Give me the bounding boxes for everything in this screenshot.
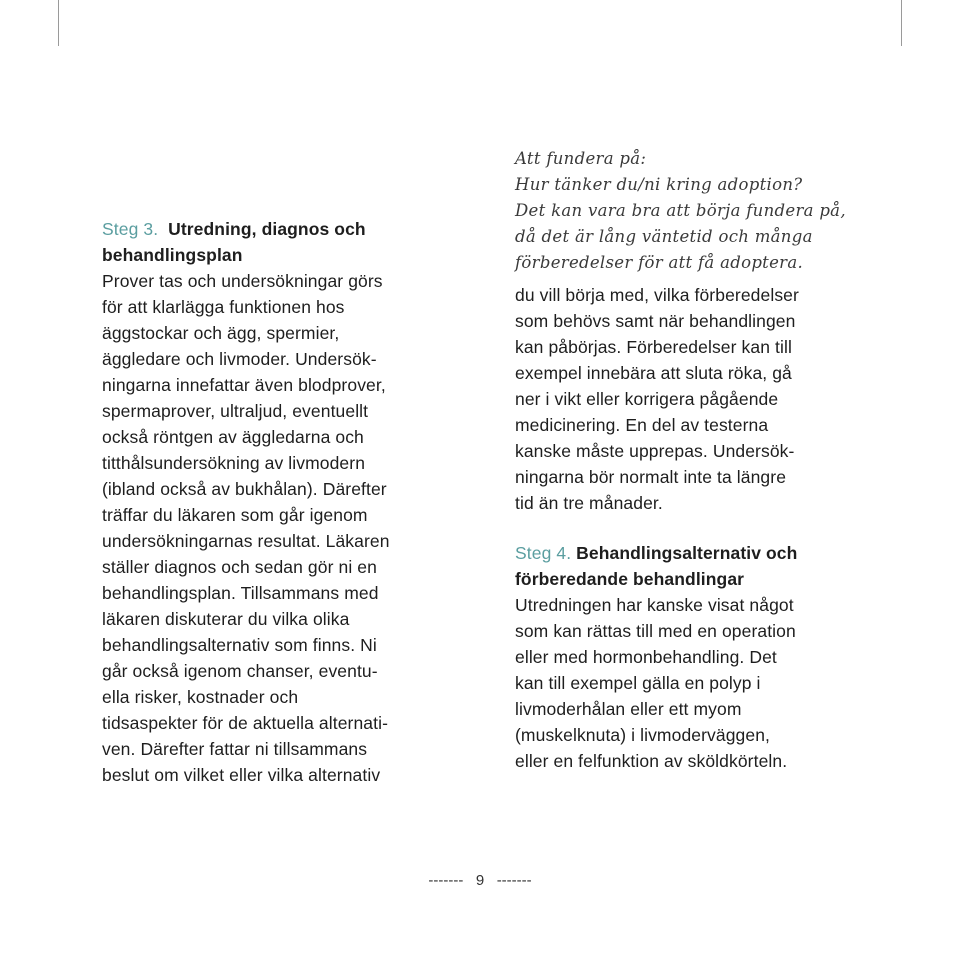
- step-3-title-line-2: behandlingsplan: [102, 245, 243, 265]
- note-line: då det är lång väntetid och många: [515, 227, 813, 246]
- body-line: tidsaspekter för de aktuella alternati-: [102, 713, 388, 733]
- body-line: kanske måste upprepas. Undersök-: [515, 441, 795, 461]
- body-line: undersökningarnas resultat. Läkaren: [102, 531, 390, 551]
- body-line: ella risker, kostnader och: [102, 687, 299, 707]
- body-line: som behövs samt när behandlingen: [515, 311, 796, 331]
- body-line: (ibland också av bukhålan). Därefter: [102, 479, 387, 499]
- step-3-title-line-1: Utredning, diagnos och: [168, 219, 366, 239]
- body-line: tid än tre månader.: [515, 493, 663, 513]
- body-line: kan påbörjas. Förberedelser kan till: [515, 337, 792, 357]
- continuation-text: [515, 282, 915, 516]
- body-line: (muskelknuta) i livmoderväggen,: [515, 725, 771, 745]
- step-3-heading: [102, 216, 502, 242]
- body-line: exempel innebära att sluta röka, gå: [515, 363, 792, 383]
- adoption-note: [515, 146, 915, 276]
- left-column: [102, 216, 502, 788]
- body-line: kan till exempel gälla en polyp i: [515, 673, 761, 693]
- page-footer: [0, 872, 960, 889]
- body-line: läkaren diskuterar du vilka olika: [102, 609, 350, 629]
- note-line: Hur tänker du/ni kring adoption?: [515, 175, 803, 194]
- body-line: äggledare och livmoder. Undersök-: [102, 349, 377, 369]
- footer-dashes-left: -------: [428, 872, 464, 889]
- footer-dashes-right: -------: [496, 872, 532, 889]
- body-line: titthålsundersökning av livmodern: [102, 453, 366, 473]
- body-line: som kan rättas till med en operation: [515, 621, 796, 641]
- body-line: ner i vikt eller korrigera pågående: [515, 389, 779, 409]
- body-line: äggstockar och ägg, spermier,: [102, 323, 340, 343]
- body-line: Prover tas och undersökningar görs: [102, 271, 383, 291]
- right-column: [515, 146, 915, 774]
- body-line: för att klarlägga funktionen hos: [102, 297, 345, 317]
- crop-mark-right: [901, 0, 902, 46]
- body-line: spermaprover, ultraljud, eventuellt: [102, 401, 369, 421]
- note-line: Det kan vara bra att börja fundera på,: [515, 201, 846, 220]
- body-line: Utredningen har kanske visat något: [515, 595, 794, 615]
- step-4-label: Steg 4.: [515, 543, 572, 563]
- step-4-heading: [515, 540, 915, 566]
- body-line: ven. Därefter fattar ni tillsammans: [102, 739, 368, 759]
- body-line: behandlingsalternativ som finns. Ni: [102, 635, 377, 655]
- body-line: ställer diagnos och sedan gör ni en: [102, 557, 377, 577]
- body-line: eller en felfunktion av sköldkörteln.: [515, 751, 788, 771]
- body-line: också röntgen av äggledarna och: [102, 427, 364, 447]
- body-line: livmoderhålan eller ett myom: [515, 699, 742, 719]
- body-line: du vill börja med, vilka förberedelser: [515, 285, 799, 305]
- note-line: Att fundera på:: [515, 149, 647, 168]
- body-line: behandlingsplan. Tillsammans med: [102, 583, 379, 603]
- body-line: ningarna innefattar även blodprover,: [102, 375, 386, 395]
- body-line: medicinering. En del av testerna: [515, 415, 769, 435]
- step-4-title-line-1: Behandlingsalternativ och: [576, 543, 798, 563]
- body-line: ningarna bör normalt inte ta längre: [515, 467, 787, 487]
- step-3-label: Steg 3.: [102, 219, 159, 239]
- page-number: 9: [475, 872, 485, 889]
- body-line: eller med hormonbehandling. Det: [515, 647, 777, 667]
- note-line: förberedelser för att få adoptera.: [515, 253, 804, 272]
- body-line: beslut om vilket eller vilka alternativ: [102, 765, 381, 785]
- body-line: går också igenom chanser, eventu-: [102, 661, 378, 681]
- step-4-title-line-2: förberedande behandlingar: [515, 569, 745, 589]
- body-line: träffar du läkaren som går igenom: [102, 505, 368, 525]
- crop-mark-left: [58, 0, 59, 46]
